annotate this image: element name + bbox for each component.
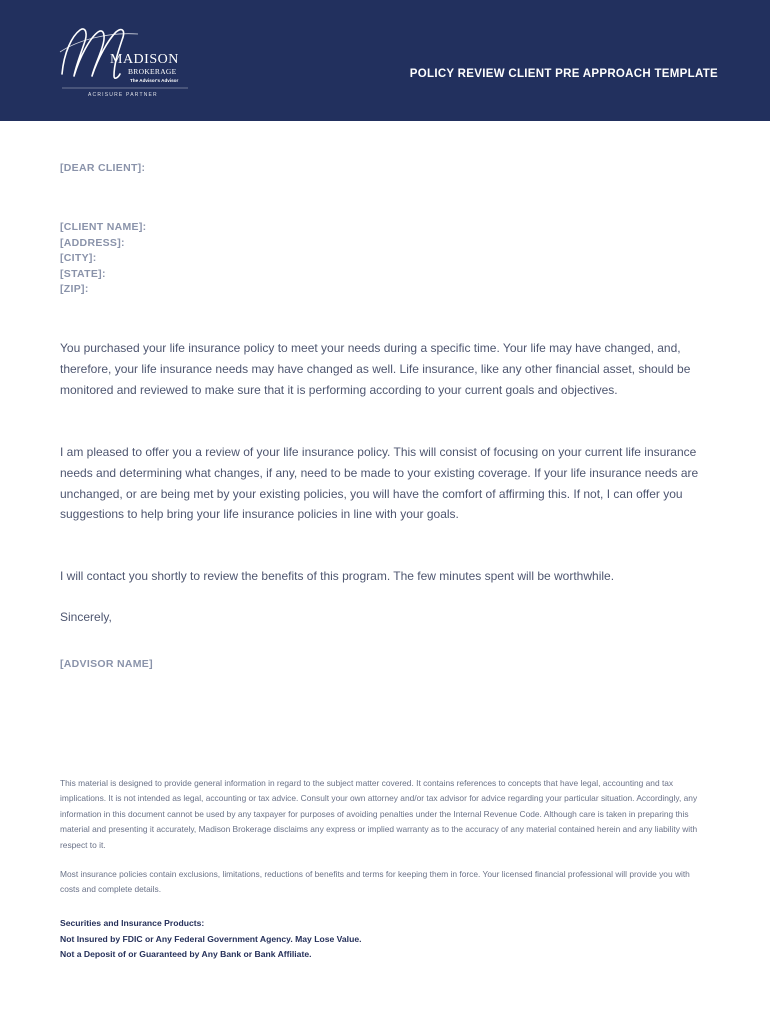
logo-m-script-icon (58, 22, 198, 102)
state-field: [STATE]: (60, 267, 106, 280)
svg-text:ACRISURE PARTNER: ACRISURE PARTNER (88, 92, 158, 98)
svg-text:The Advisor's Advisor: The Advisor's Advisor (130, 78, 179, 83)
svg-text:BROKERAGE: BROKERAGE (128, 67, 177, 76)
client-name-field: [CLIENT NAME]: (60, 221, 147, 233)
notice-line: Not a Deposit of or Guaranteed by Any Bank or Bank Affiliate. (60, 949, 312, 959)
salutation-field: [DEAR CLIENT]: (60, 162, 146, 174)
closing: Sincerely, (60, 610, 112, 624)
body-paragraph-3: I will contact you shortly to review the benefits of this program. The few minutes spent will be worthwhile. (60, 569, 615, 583)
notice-line: Not Insured by FDIC or Any Federal Government Agency. May Lose Value. (60, 933, 362, 944)
insurance-disclaimer: Most insurance policies contain exclusions, limitations, reductions of benefits and terms for keeping them in force. Your licensed financial professional will provide you with costs and complete details. (60, 869, 690, 895)
header-banner (0, 0, 770, 121)
address-field: [ADDRESS]: (60, 236, 125, 249)
city-field: [CITY]: (60, 252, 97, 264)
zip-field: [ZIP]: (60, 283, 89, 295)
legal-disclaimer: This material is designed to provide general information in regard to the subject matter covered. It contains references to concepts that have legal, accounting and tax implications. It is not intended as legal, accounting or tax advice. Consult your own attorney and/or tax advisor for advice regarding your particular situation. Accordingly, any information in this document cannot be used by any taxpayer for purposes of avoiding penalties under the Internal Revenue Code. Although care is taken in preparing this material and presenting it accurately, Madison Brokerage disclaims any express or implied warranty as to the accuracy of any material contained herein and any liability with respect to it. (60, 778, 698, 850)
securities-notice (60, 916, 362, 963)
address-block (60, 220, 146, 298)
body-paragraph-2: I am pleased to offer you a review of your life insurance policy. This will consist of focusing on your current life insurance needs and determining what changes, if any, need to be made to your existing coverage. If your life insurance needs are unchanged, or are being met by your existing policies, you will have the comfort of affirming this. If not, I can offer you suggestions to help bring your life insurance policies in line with your goals. (60, 445, 699, 522)
body-paragraph-1: You purchased your life insurance policy to meet your needs during a specific time. Your life may have changed, and, therefore, your life insurance needs may have changed as well. Life insurance, like any other financial asset, should be monitored and reviewed to make sure that it is performing according to your current goals and objectives. (60, 341, 691, 397)
advisor-name-field: [ADVISOR NAME] (60, 658, 153, 670)
notice-line: Securities and Insurance Products: (60, 918, 205, 928)
madison-brokerage-logo (58, 22, 198, 102)
document-title: POLICY REVIEW CLIENT PRE APPROACH TEMPLATE (409, 68, 718, 80)
svg-text:MADISON: MADISON (110, 52, 179, 67)
